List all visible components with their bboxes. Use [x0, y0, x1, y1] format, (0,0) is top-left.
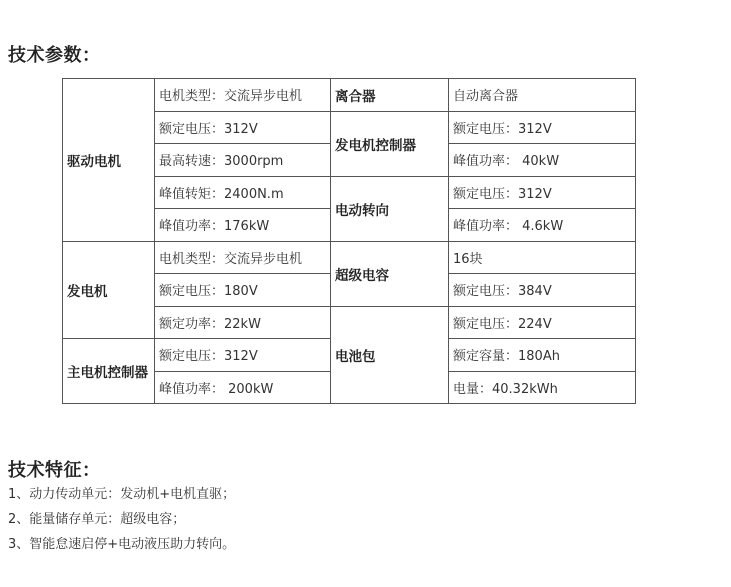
- table-row: [63, 241, 636, 274]
- generator-spec: 额定功率：22kW: [155, 306, 331, 339]
- table-row: [63, 79, 636, 112]
- battery-spec: 额定电压：224V: [449, 306, 636, 339]
- steering-label: 电动转向: [331, 176, 449, 241]
- gen-controller-label: 发电机控制器: [331, 111, 449, 176]
- list-item: 2、能量储存单元：超级电容；: [8, 512, 186, 527]
- battery-label: 电池包: [331, 306, 449, 404]
- spec-table: [62, 78, 636, 404]
- drive-motor-spec: 最高转速：3000rpm: [155, 144, 331, 177]
- section-title-specs: 技术参数：: [8, 45, 101, 66]
- generator-spec: 额定电压：180V: [155, 274, 331, 307]
- gen-controller-spec: 峰值功率： 40kW: [449, 144, 636, 177]
- list-item: 3、智能怠速启停+电动液压助力转向。: [8, 537, 236, 552]
- battery-spec: 电量：40.32kWh: [449, 371, 636, 404]
- generator-spec: 电机类型：交流异步电机: [155, 241, 331, 274]
- clutch-spec: 自动离合器: [449, 79, 636, 112]
- steering-spec: 峰值功率： 4.6kW: [449, 209, 636, 242]
- main-controller-spec: 额定电压：312V: [155, 339, 331, 372]
- supercap-spec: 16块: [449, 241, 636, 274]
- drive-motor-label: 驱动电机: [63, 79, 155, 242]
- gen-controller-spec: 额定电压：312V: [449, 111, 636, 144]
- supercap-spec: 额定电压：384V: [449, 274, 636, 307]
- feature-list: [8, 486, 235, 561]
- battery-spec: 额定容量：180Ah: [449, 339, 636, 372]
- clutch-label: 离合器: [331, 79, 449, 112]
- main-controller-spec: 峰值功率： 200kW: [155, 371, 331, 404]
- main-controller-label: 主电机控制器: [63, 339, 155, 404]
- steering-spec: 额定电压：312V: [449, 176, 636, 209]
- section-title-features: 技术特征：: [8, 460, 101, 481]
- drive-motor-spec: 峰值转矩：2400N.m: [155, 176, 331, 209]
- list-item: 1、动力传动单元：发动机+电机直驱；: [8, 487, 236, 502]
- supercap-label: 超级电容: [331, 241, 449, 306]
- generator-label: 发电机: [63, 241, 155, 339]
- drive-motor-spec: 峰值功率：176kW: [155, 209, 331, 242]
- drive-motor-spec: 电机类型：交流异步电机: [155, 79, 331, 112]
- drive-motor-spec: 额定电压：312V: [155, 111, 331, 144]
